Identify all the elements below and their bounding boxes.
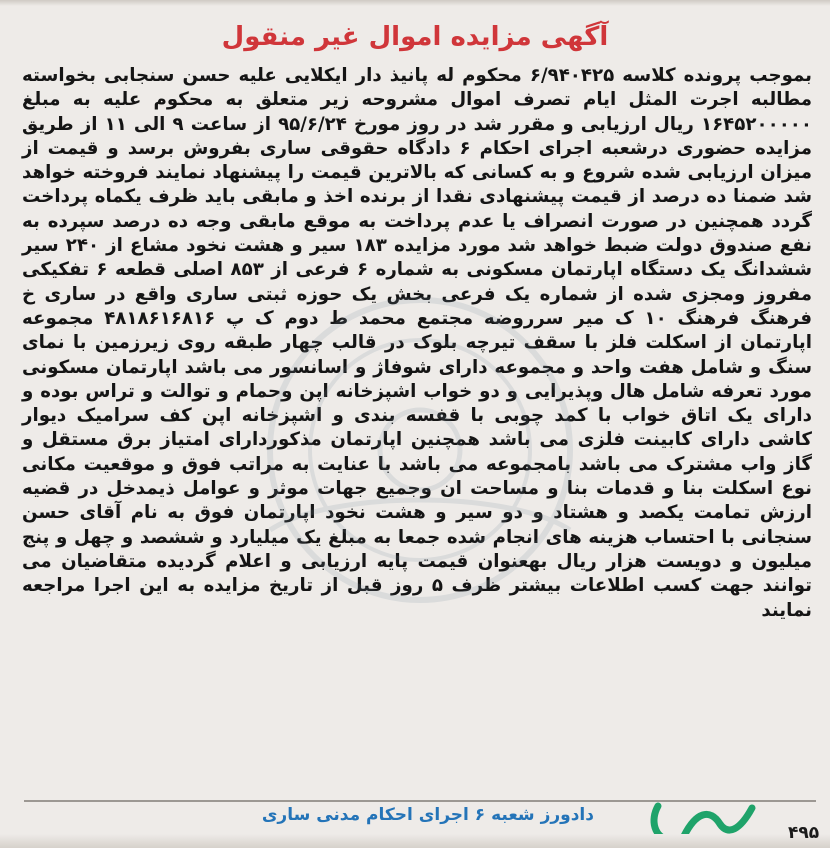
page-number: ۴۹۵ xyxy=(788,823,820,843)
notice-signature: دادورز شعبه ۶ اجرای احکام مدنی ساری xyxy=(261,805,594,825)
top-rule xyxy=(0,0,830,6)
notice-title: آگهی مزایده اموال غیر منقول xyxy=(221,22,609,52)
bottom-rule xyxy=(0,834,830,848)
notice-body: بموجب پرونده کلاسه ۶/۹۴۰۴۲۵ محکوم له پانیذ دار ایکلایی علیه حسن سنجابی بخواسته مطالبه اجرت المثل ایام تصرف اموال مشروحه زیر متعلق به محکوم علیه به مبلغ ۱۶۴۵۲۰۰۰۰۰ ریال ارزیابی و مقرر شد در روز مورخ ۹۵/۶/۲۴ از ساعت ۹ الی ۱۱ از طریق مزایده حضوری درشعبه اجرای احکام ۶ دادگاه حقوقی ساری بفروش برسد و قیمت از میزان ارزیابی شده شروع و به کسانی که بالاترین قیمت را پیشنهاد نمایند فروخته خواهد شد ضمنا ده درصد از قیمت پیشنهادی نقدا از برنده اخذ و مابقی باید ظرف یکماه پرداخت گردد همچنین در صورت انصراف یا عدم پرداخت به موقع مابقی وجه ده درصد سپرده به نفع صندوق دولت ضبط خواهد شد مورد مزایده ۱۸۳ سیر و هشت نخود مشاع از ۲۴۰ سیر ششدانگ یک دستگاه اپارتمان مسکونی به شماره ۶ فرعی از ۸۵۳ اصلی قطعه ۶ تفکیکی مفروز ومجزی شده از شماره یک فرعی بخش یک حوزه ثبتی ساری واقع در ساری خ فرهنگ فرهنگ ۱۰ ک میر سرروضه مجتمع محمد ط دوم ک پ ۴۸۱۸۶۱۶۸۱۶ مجموعه اپارتمان از اسکلت فلز با سقف تیرچه بلوک در قالب چهار طبقه روی زیرزمین با نمای سنگ و شامل هفت واحد و مجموعه دارای شوفاژ و اسانسور می باشد اپارتمان مسکونی مورد تعرفه شامل هال وپذیرایی و دو خواب اشپزخانه اپن وحمام و توالت و تراس بوده و دارای یک اتاق خواب با کمد چوبی با قفسه بندی و اشپزخانه اپن کف سرامیک دیوار کاشی دارای کابینت فلزی می باشد همچنین اپارتمان مذکوردارای امتیاز برق مستقل و گاز واب مشترک می باشد بامجموعه می باشد با عنایت به مراتب فوق و موقعیت مکانی نوع اسکلت بنا و قدمات بنا و مساحت ان وجمیع جهات موثر و عوامل ذیمدخل در قضیه ارزش تمامت یکصد و هشتاد و دو سیر و هشت نخود اپارتمان فوق به نام آقای حسن سنجانی با احتساب هزینه های انجام شده جمعا به مبلغ یک میلیارد و ششصد و چهل و پنج میلیون و دویست هزار ریال بهعنوان قیمت پایه ارزیابی و اعلام گردیده متقاضیان می توانند جهت کسب اطلاعات بیشتر ظرف ۵ روز قبل از تاریخ مزایده به این اجرا مراجعه نمایند xyxy=(22,65,813,621)
